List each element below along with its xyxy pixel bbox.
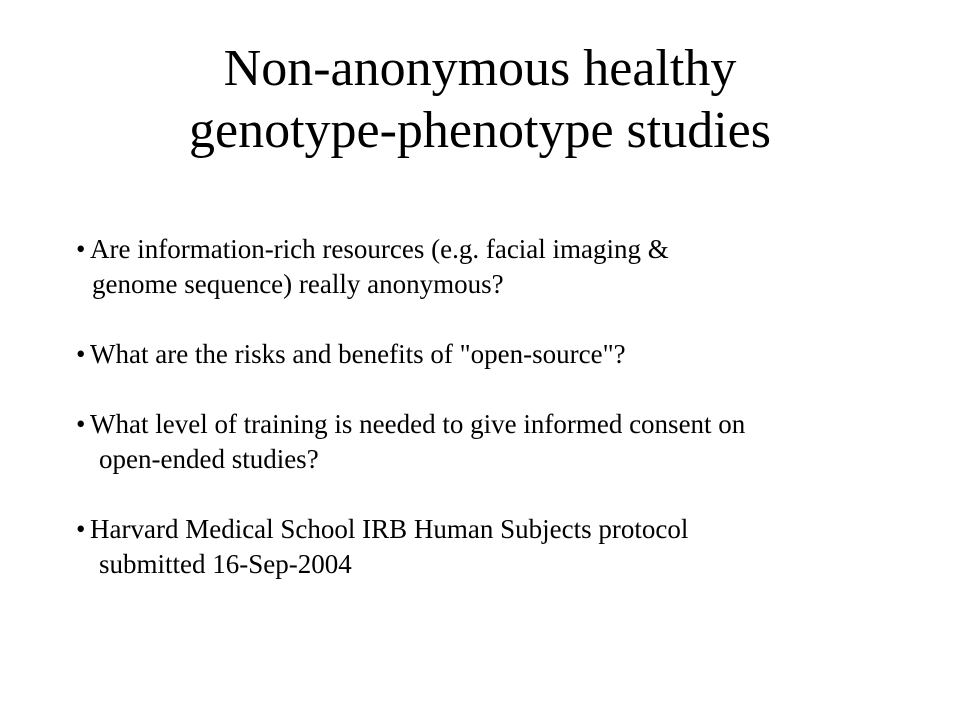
bullet-icon: • xyxy=(76,234,86,264)
bullet-icon: • xyxy=(76,409,86,439)
bullet-line xyxy=(76,512,916,547)
bullet-item-anonymity xyxy=(76,232,916,302)
title-line-1: Non-anonymous healthy xyxy=(223,40,737,97)
bullet-list xyxy=(76,232,916,617)
bullet-line xyxy=(76,232,916,267)
bullet-text: Are information-rich resources (e.g. facial imaging & xyxy=(90,234,669,264)
bullet-item-training xyxy=(76,407,916,477)
bullet-item-open-source xyxy=(76,337,916,372)
bullet-text: Harvard Medical School IRB Human Subjects protocol xyxy=(90,514,689,544)
slide-title xyxy=(0,38,960,162)
bullet-text: What level of training is needed to give informed consent on xyxy=(90,409,746,439)
bullet-text: What are the risks and benefits of "open-source"? xyxy=(90,339,626,369)
bullet-continuation: submitted 16-Sep-2004 xyxy=(99,549,352,579)
bullet-continuation: open-ended studies? xyxy=(99,444,319,474)
bullet-line xyxy=(76,337,916,372)
bullet-icon: • xyxy=(76,514,86,544)
bullet-icon: • xyxy=(76,339,86,369)
bullet-line xyxy=(76,407,916,442)
bullet-item-irb-protocol xyxy=(76,512,916,582)
bullet-continuation: genome sequence) really anonymous? xyxy=(92,269,504,299)
title-line-2: genotype-phenotype studies xyxy=(189,102,771,159)
